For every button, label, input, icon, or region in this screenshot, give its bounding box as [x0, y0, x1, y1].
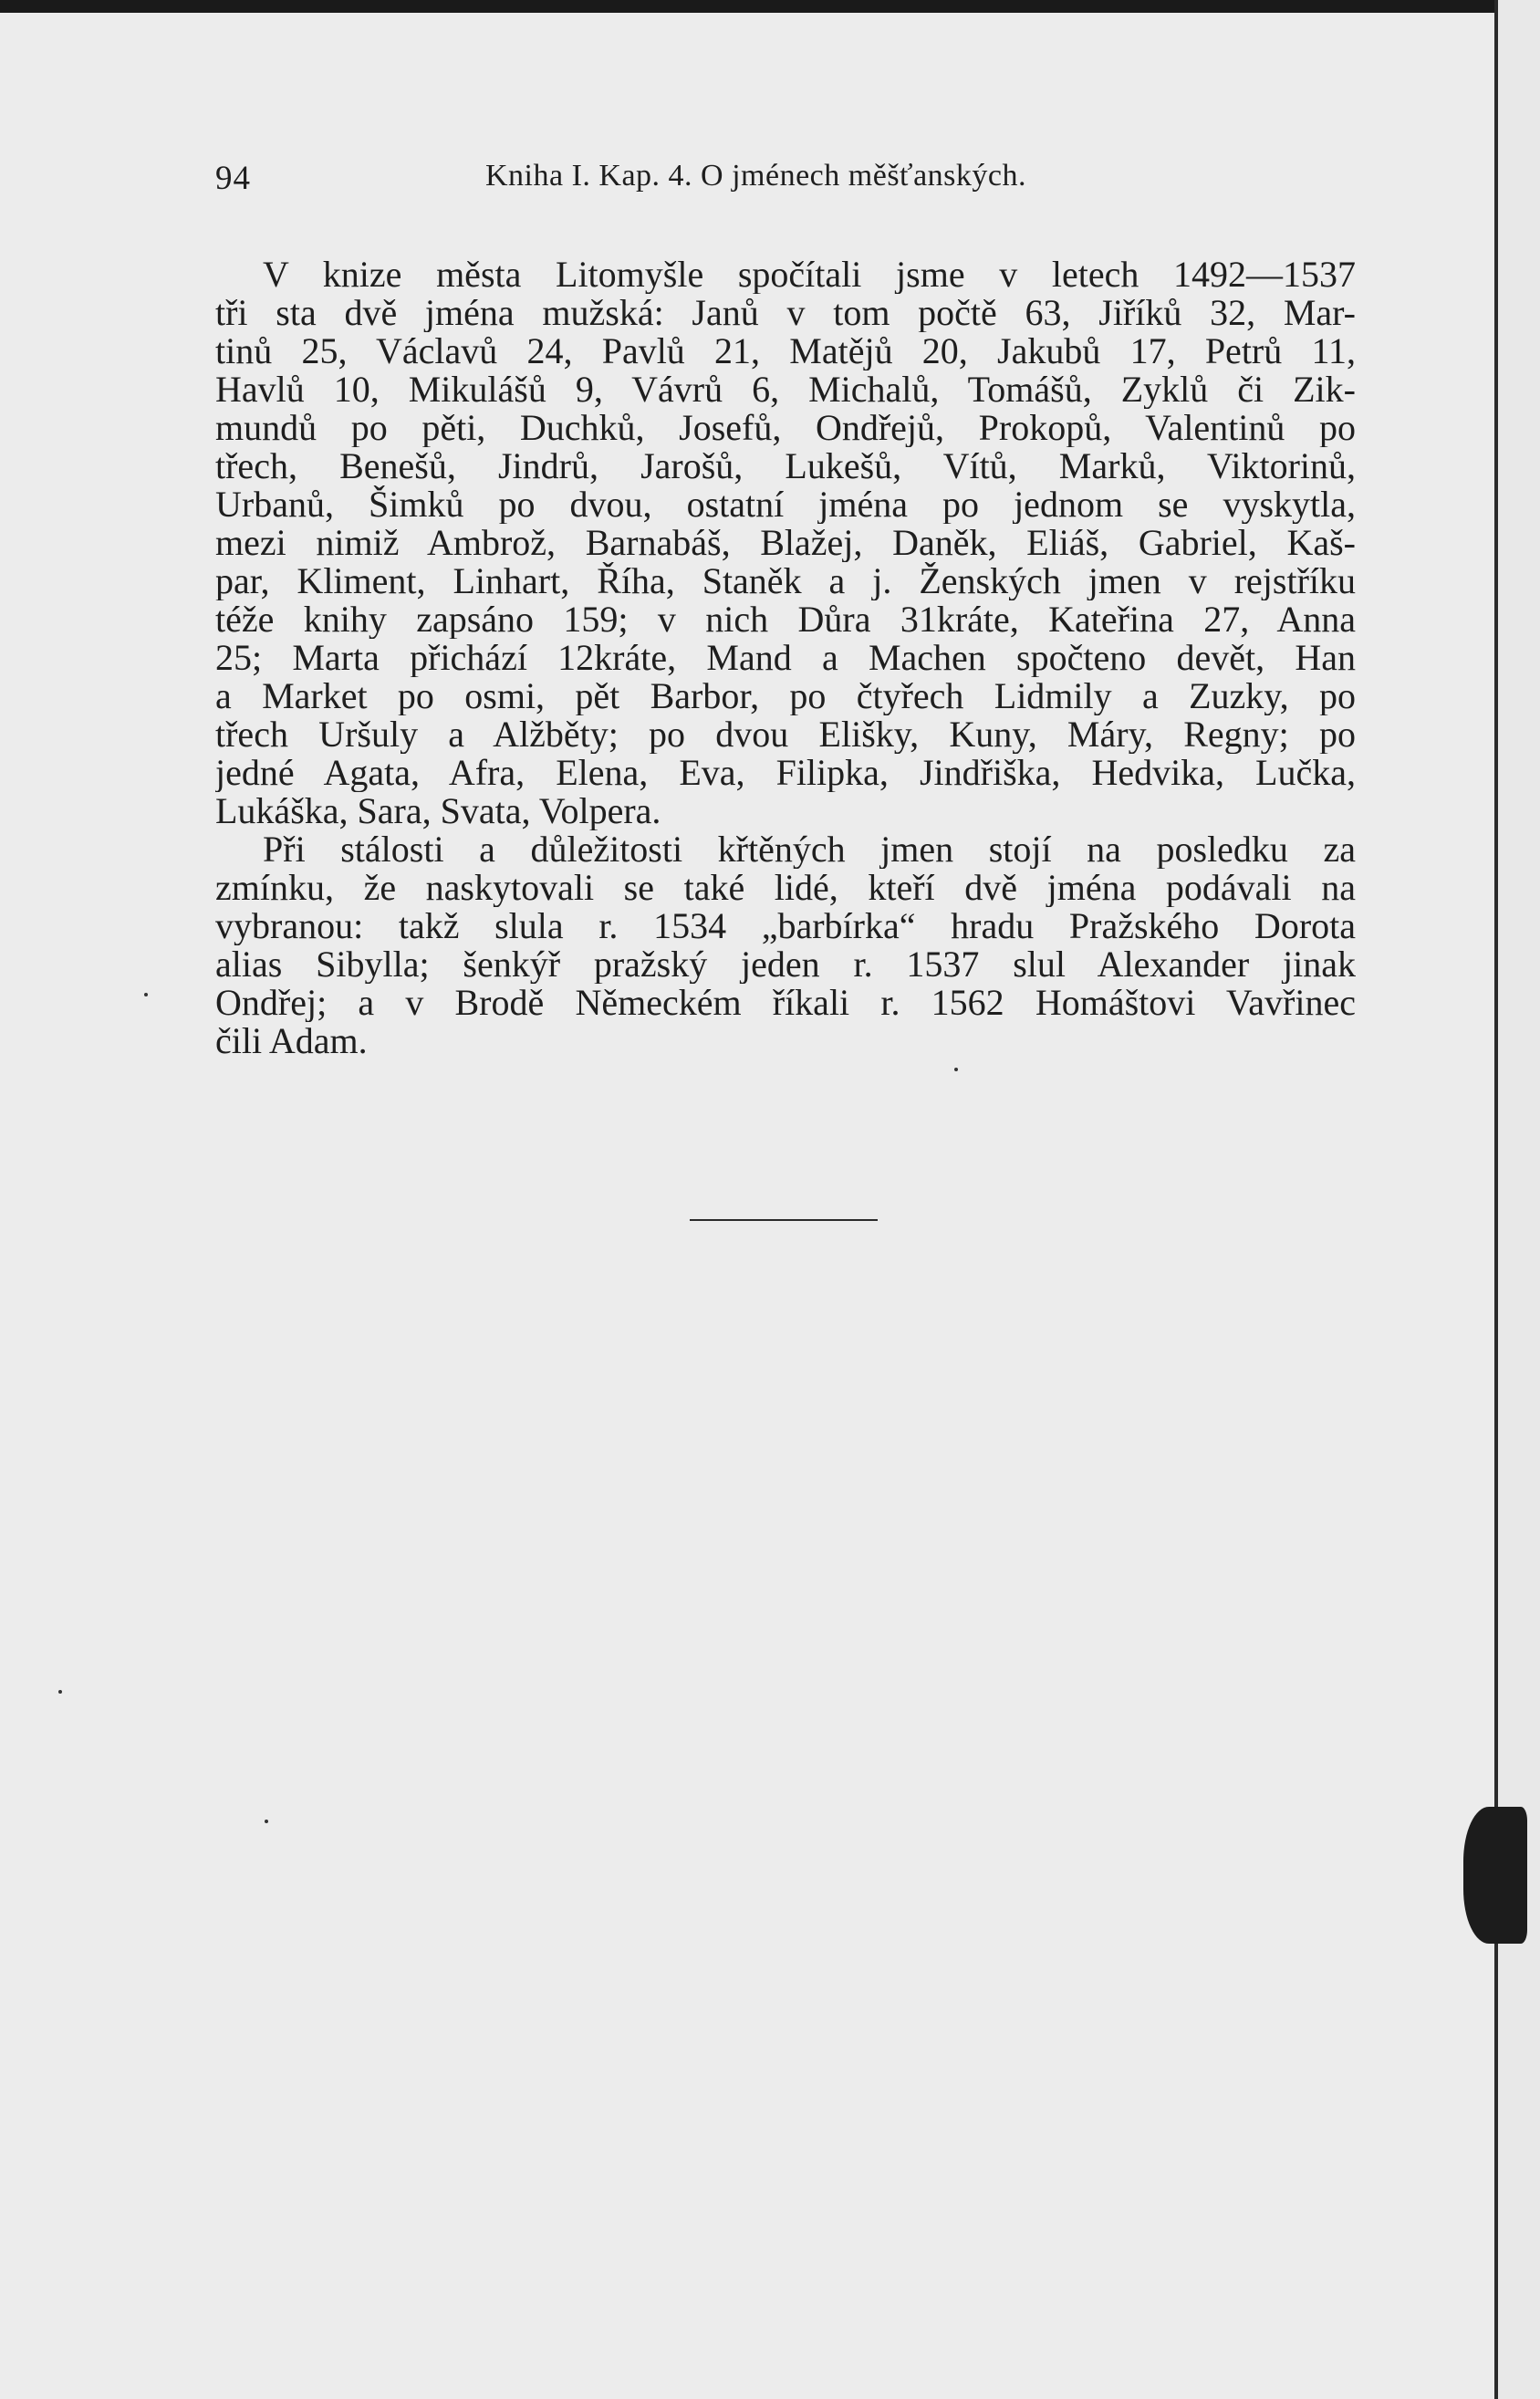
paragraph-2	[215, 830, 1356, 1060]
text-line: Havlů 10, Mikulášů 9, Vávrů 6, Michalů, Tomášů, Zyklů či Zik-	[215, 370, 1356, 409]
text-line: tři sta dvě jména mužská: Janů v tom počtě 63, Jiříků 32, Mar-	[215, 294, 1356, 332]
text-line: třech, Benešů, Jindrů, Jarošů, Lukešů, Vítů, Marků, Viktorinů,	[215, 447, 1356, 485]
page-number: 94	[215, 160, 251, 197]
scan-speck	[144, 993, 148, 996]
text-line: zmínku, že naskytovali se také lidé, kteří dvě jména podávali na	[215, 869, 1356, 907]
binding-mark	[1463, 1807, 1527, 1944]
scan-speck	[265, 1820, 268, 1823]
text-line: Urbanů, Šimků po dvou, ostatní jména po jednom se vyskytla,	[215, 485, 1356, 524]
text-line: Při stálosti a důležitosti křtěných jmen stojí na posledku za	[263, 830, 1356, 869]
running-head: Kniha I. Kap. 4. O jménech měšťanských.	[485, 159, 1026, 193]
section-rule	[690, 1219, 878, 1221]
scan-edge	[1494, 0, 1540, 2399]
text-line: 25; Marta přichází 12kráte, Mand a Machen spočteno devět, Han	[215, 639, 1356, 677]
text-line: V knize města Litomyšle spočítali jsme v letech 1492—1537	[263, 256, 1356, 294]
text-line: téže knihy zapsáno 159; v nich Důra 31kráte, Kateřina 27, Anna	[215, 600, 1356, 639]
body-text	[215, 256, 1356, 1060]
text-line: třech Uršuly a Alžběty; po dvou Elišky, Kuny, Máry, Regny; po	[215, 715, 1356, 754]
scan-speck	[954, 1068, 958, 1071]
page-header	[0, 142, 1494, 197]
text-line: Ondřej; a v Brodě Německém říkali r. 1562 Homáštovi Vavřinec	[215, 984, 1356, 1022]
text-line: mezi nimiž Ambrož, Barnabáš, Blažej, Daněk, Eliáš, Gabriel, Kaš-	[215, 524, 1356, 562]
text-line: vybranou: takž slula r. 1534 „barbírka“ hradu Pražského Dorota	[215, 907, 1356, 945]
text-line: Lukáška, Sara, Svata, Volpera.	[215, 792, 661, 830]
text-line: mundů po pěti, Duchků, Josefů, Ondřejů, Prokopů, Valentinů po	[215, 409, 1356, 447]
paragraph-1	[215, 256, 1356, 830]
text-line: čili Adam.	[215, 1022, 368, 1060]
text-line: alias Sibylla; šenkýř pražský jeden r. 1537 slul Alexander jinak	[215, 945, 1356, 984]
scan-speck	[58, 1690, 62, 1694]
text-line: jedné Agata, Afra, Elena, Eva, Filipka, Jindřiška, Hedvika, Lučka,	[215, 754, 1356, 792]
text-line: a Market po osmi, pět Barbor, po čtyřech Lidmily a Zuzky, po	[215, 677, 1356, 715]
text-line: par, Kliment, Linhart, Říha, Staněk a j. Ženských jmen v rejstříku	[215, 562, 1356, 600]
text-line: tinů 25, Václavů 24, Pavlů 21, Matějů 20, Jakubů 17, Petrů 11,	[215, 332, 1356, 370]
